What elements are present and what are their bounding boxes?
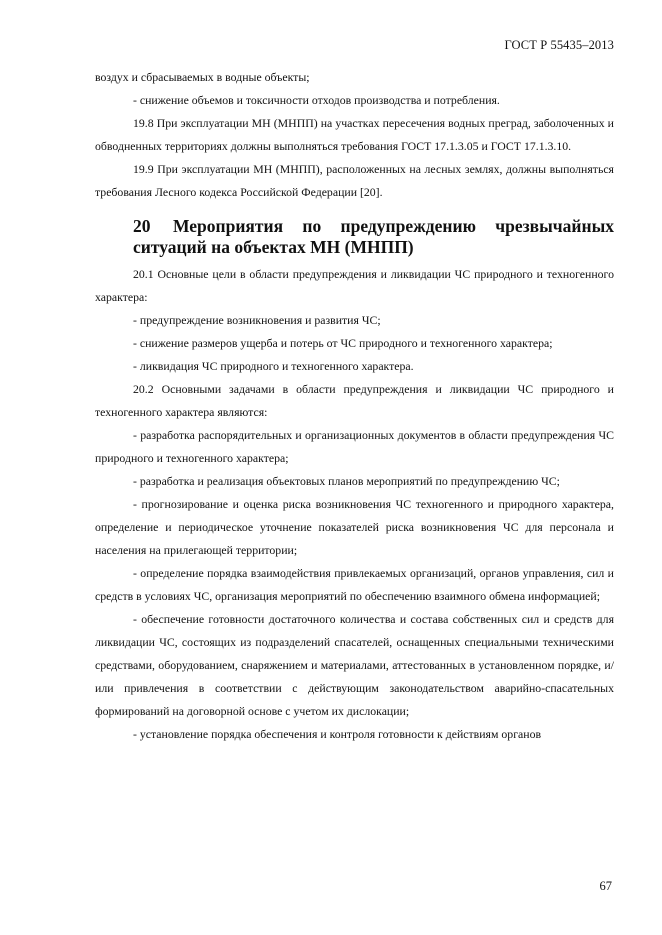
section-heading bbox=[95, 216, 614, 258]
clause-19-8: 19.8 При эксплуатации МН (МНПП) на участках пересечения водных преград, заболоченных и обводненных территориях должны выполняться требования ГОСТ 17.1.3.05 и ГОСТ 17.1.3.10. bbox=[95, 116, 614, 153]
page-number: 67 bbox=[599, 879, 612, 893]
section-title: Мероприятия по предупреждению чрезвычайных ситуаций на объектах МН (МНПП) bbox=[133, 216, 614, 257]
paragraph-continuation: воздух и сбрасываемых в водные объекты; bbox=[95, 70, 310, 84]
list-item: - установление порядка обеспечения и контроля готовности к действиям органов bbox=[133, 727, 542, 741]
section-number: 20 bbox=[133, 216, 151, 236]
list-item: - снижение объемов и токсичности отходов производства и потребления. bbox=[133, 93, 500, 107]
list-item: - разработка распорядительных и организационных документов в области предупреждения ЧС природного и техногенного характера; bbox=[95, 428, 614, 465]
clause-20-1: 20.1 Основные цели в области предупреждения и ликвидации ЧС природного и техногенного характера: bbox=[95, 267, 614, 304]
clause-20-2: 20.2 Основными задачами в области предупреждения и ликвидации ЧС природного и техногенного характера являются: bbox=[95, 382, 614, 419]
list-item: - разработка и реализация объектовых планов мероприятий по предупреждению ЧС; bbox=[133, 474, 560, 488]
list-item: - ликвидация ЧС природного и техногенного характера. bbox=[133, 359, 414, 373]
list-item: - предупреждение возникновения и развития ЧС; bbox=[133, 313, 381, 327]
clause-19-9: 19.9 При эксплуатации МН (МНПП), расположенных на лесных землях, должны выполняться требования Лесного кодекса Российской Федерации [20]. bbox=[95, 162, 614, 199]
list-item: - определение порядка взаимодействия привлекаемых организаций, органов управления, сил и средств в условиях ЧС, организация мероприятий по обеспечению взаимного обмена информацией; bbox=[95, 566, 614, 603]
list-item: - обеспечение готовности достаточного количества и состава собственных сил и средств для ликвидации ЧС, состоящих из подразделений спасателей, оснащенных специальными техническими средствами, оборудованием, снаряжением и материалами, аттестованных в установленном порядке, и/или привлечения в соответствии с действующим законодательством аварийно-спасательных формирований на договорной основе с учетом их дислокации; bbox=[95, 612, 614, 718]
list-item: - прогнозирование и оценка риска возникновения ЧС техногенного и природного характера, определение и периодическое уточнение показателей риска возникновения ЧС для персонала и населения на прилегающей территории; bbox=[95, 497, 614, 557]
document-code-header: ГОСТ Р 55435–2013 bbox=[504, 38, 614, 52]
page-body bbox=[95, 66, 614, 746]
list-item: - снижение размеров ущерба и потерь от ЧС природного и техногенного характера; bbox=[133, 336, 553, 350]
